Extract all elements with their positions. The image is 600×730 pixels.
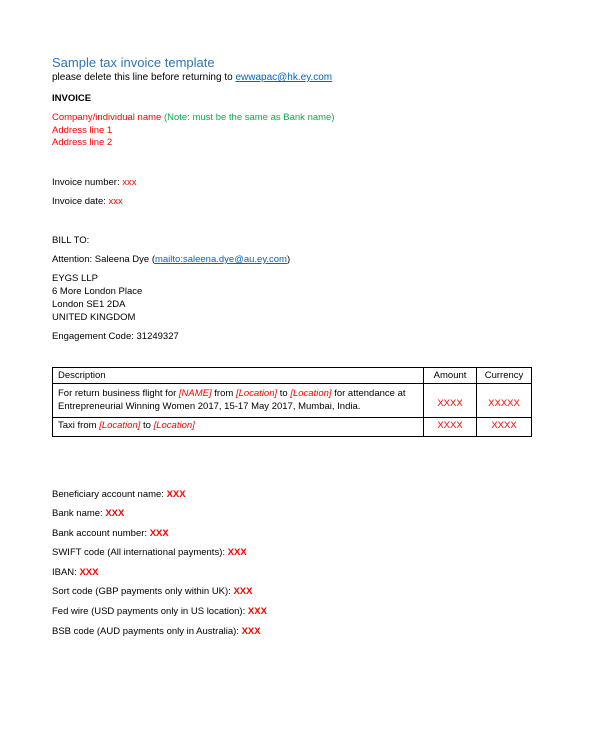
location-placeholder: [Location] (235, 388, 278, 399)
payment-line (52, 606, 267, 617)
payment-line (52, 508, 124, 519)
company-name-placeholder: Company/individual name (52, 112, 162, 123)
payment-value: XXX (105, 508, 125, 519)
return-note (52, 72, 332, 83)
row-description (53, 384, 424, 418)
address-line-2: Address line 2 (52, 137, 113, 148)
amount-header: Amount (424, 368, 477, 384)
payment-label: BSB code (AUD payments only in Australia): (52, 626, 239, 637)
desc-text: from (211, 388, 236, 399)
company-line (52, 112, 335, 123)
row-currency: XXXXX (477, 384, 532, 418)
payment-label: SWIFT code (All international payments): (52, 547, 226, 558)
payment-line (52, 489, 186, 500)
attention-email-link[interactable]: mailto:saleena.dye@au.ey.com (154, 254, 287, 265)
desc-text: For return business flight for (58, 388, 179, 399)
location-placeholder: [Location] (290, 388, 332, 399)
address-line-1: Address line 1 (52, 125, 113, 136)
payment-line (52, 547, 247, 558)
invoice-number-label: Invoice number: (52, 177, 120, 188)
row-amount: XXXX (424, 418, 477, 437)
payment-label: Sort code (GBP payments only within UK): (52, 586, 231, 597)
row-description (53, 418, 424, 437)
desc-text: to (140, 420, 154, 431)
return-note-text: please delete this line before returning to (52, 72, 233, 83)
payment-value: XXX (227, 547, 247, 558)
payment-line (52, 626, 261, 637)
payment-label: Beneficiary account name: (52, 489, 164, 500)
attention-prefix: Attention: Saleena Dye ( (52, 254, 155, 265)
invoice-number-line (52, 177, 136, 188)
row-currency: XXXX (477, 418, 532, 437)
payment-value: XXX (241, 626, 261, 637)
payment-label: Bank name: (52, 508, 103, 519)
description-header: Description (53, 368, 424, 384)
desc-text: to (277, 388, 291, 399)
page-title: Sample tax invoice template (52, 55, 215, 70)
payment-value: XXX (247, 606, 267, 617)
name-placeholder: [NAME] (178, 388, 212, 399)
desc-text: Taxi from (58, 420, 100, 431)
table-header-row (53, 368, 532, 384)
bill-to-line: UNITED KINGDOM (52, 312, 136, 323)
bill-to-line: EYGS LLP (52, 273, 98, 284)
payment-line (52, 567, 98, 578)
location-placeholder: [Location] (153, 420, 195, 431)
currency-header: Currency (477, 368, 532, 384)
payment-value: XXX (79, 567, 99, 578)
bill-to-line: London SE1 2DA (52, 299, 126, 310)
invoice-date-value: xxx (108, 196, 123, 207)
company-name-note: (Note: must be the same as Bank name) (163, 112, 335, 123)
payment-value: XXX (166, 489, 186, 500)
row-amount: XXXX (424, 384, 477, 418)
return-email-link[interactable]: ewwapac@hk.ey.com (235, 72, 333, 83)
invoice-date-line (52, 196, 123, 207)
table-row (53, 384, 532, 418)
line-items-table (52, 367, 532, 437)
desc-text: for attendance at Entrepreneurial Winning Women 2017, 15-17 May 2017, Mumbai, India. (58, 388, 406, 412)
location-placeholder: [Location] (99, 420, 141, 431)
payment-line (52, 586, 252, 597)
payment-label: IBAN: (52, 567, 77, 578)
payment-value: XXX (149, 528, 169, 539)
bill-to-heading: BILL TO: (52, 235, 90, 246)
engagement-code: Engagement Code: 31249327 (52, 331, 179, 342)
bill-to-line: 6 More London Place (52, 286, 143, 297)
attention-line (52, 254, 290, 265)
attention-suffix: ) (286, 254, 291, 265)
payment-label: Fed wire (USD payments only in US location): (52, 606, 246, 617)
invoice-number-value: xxx (122, 177, 137, 188)
payment-line (52, 528, 169, 539)
invoice-date-label: Invoice date: (52, 196, 106, 207)
invoice-heading: INVOICE (52, 93, 92, 104)
payment-value: XXX (233, 586, 253, 597)
table-row (53, 418, 532, 437)
payment-label: Bank account number: (52, 528, 148, 539)
